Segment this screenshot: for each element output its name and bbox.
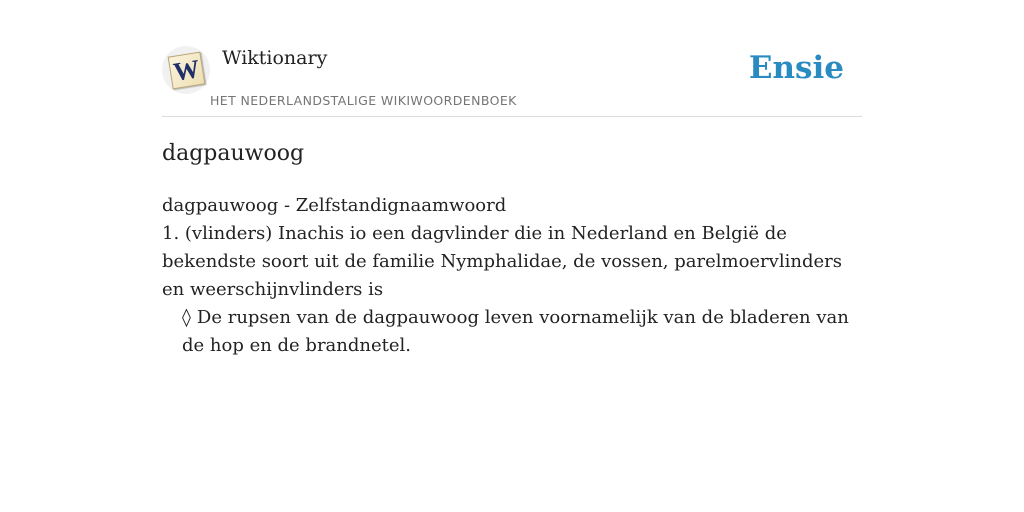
wiktionary-logo-icon[interactable] [162, 46, 210, 94]
entry-content [162, 192, 852, 360]
entry-definition: 1. (vlinders) Inachis io een dagvlinder die in Nederland en België de bekendste soort uit de familie Nymphalidae, de vossen, parelmoervlinders en weerschijnvlinders is [162, 223, 842, 300]
page-title: dagpauwoog [162, 141, 305, 166]
entry-example [162, 304, 852, 360]
site-header [162, 0, 862, 117]
page-container [162, 0, 862, 356]
ensie-brand-link[interactable]: Ensie [748, 50, 844, 86]
entry-heading: dagpauwoog - Zelfstandignaamwoord [162, 195, 507, 216]
example-text: De rupsen van de dagpauwoog leven voornamelijk van de bladeren van de hop en de brandnetel. [182, 307, 849, 356]
site-tagline: HET NEDERLANDSTALIGE WIKIWOORDENBOEK [210, 93, 517, 108]
site-name[interactable]: Wiktionary [222, 47, 328, 69]
logo-tile: W [167, 51, 205, 89]
diamond-icon: ◊ [182, 307, 191, 328]
